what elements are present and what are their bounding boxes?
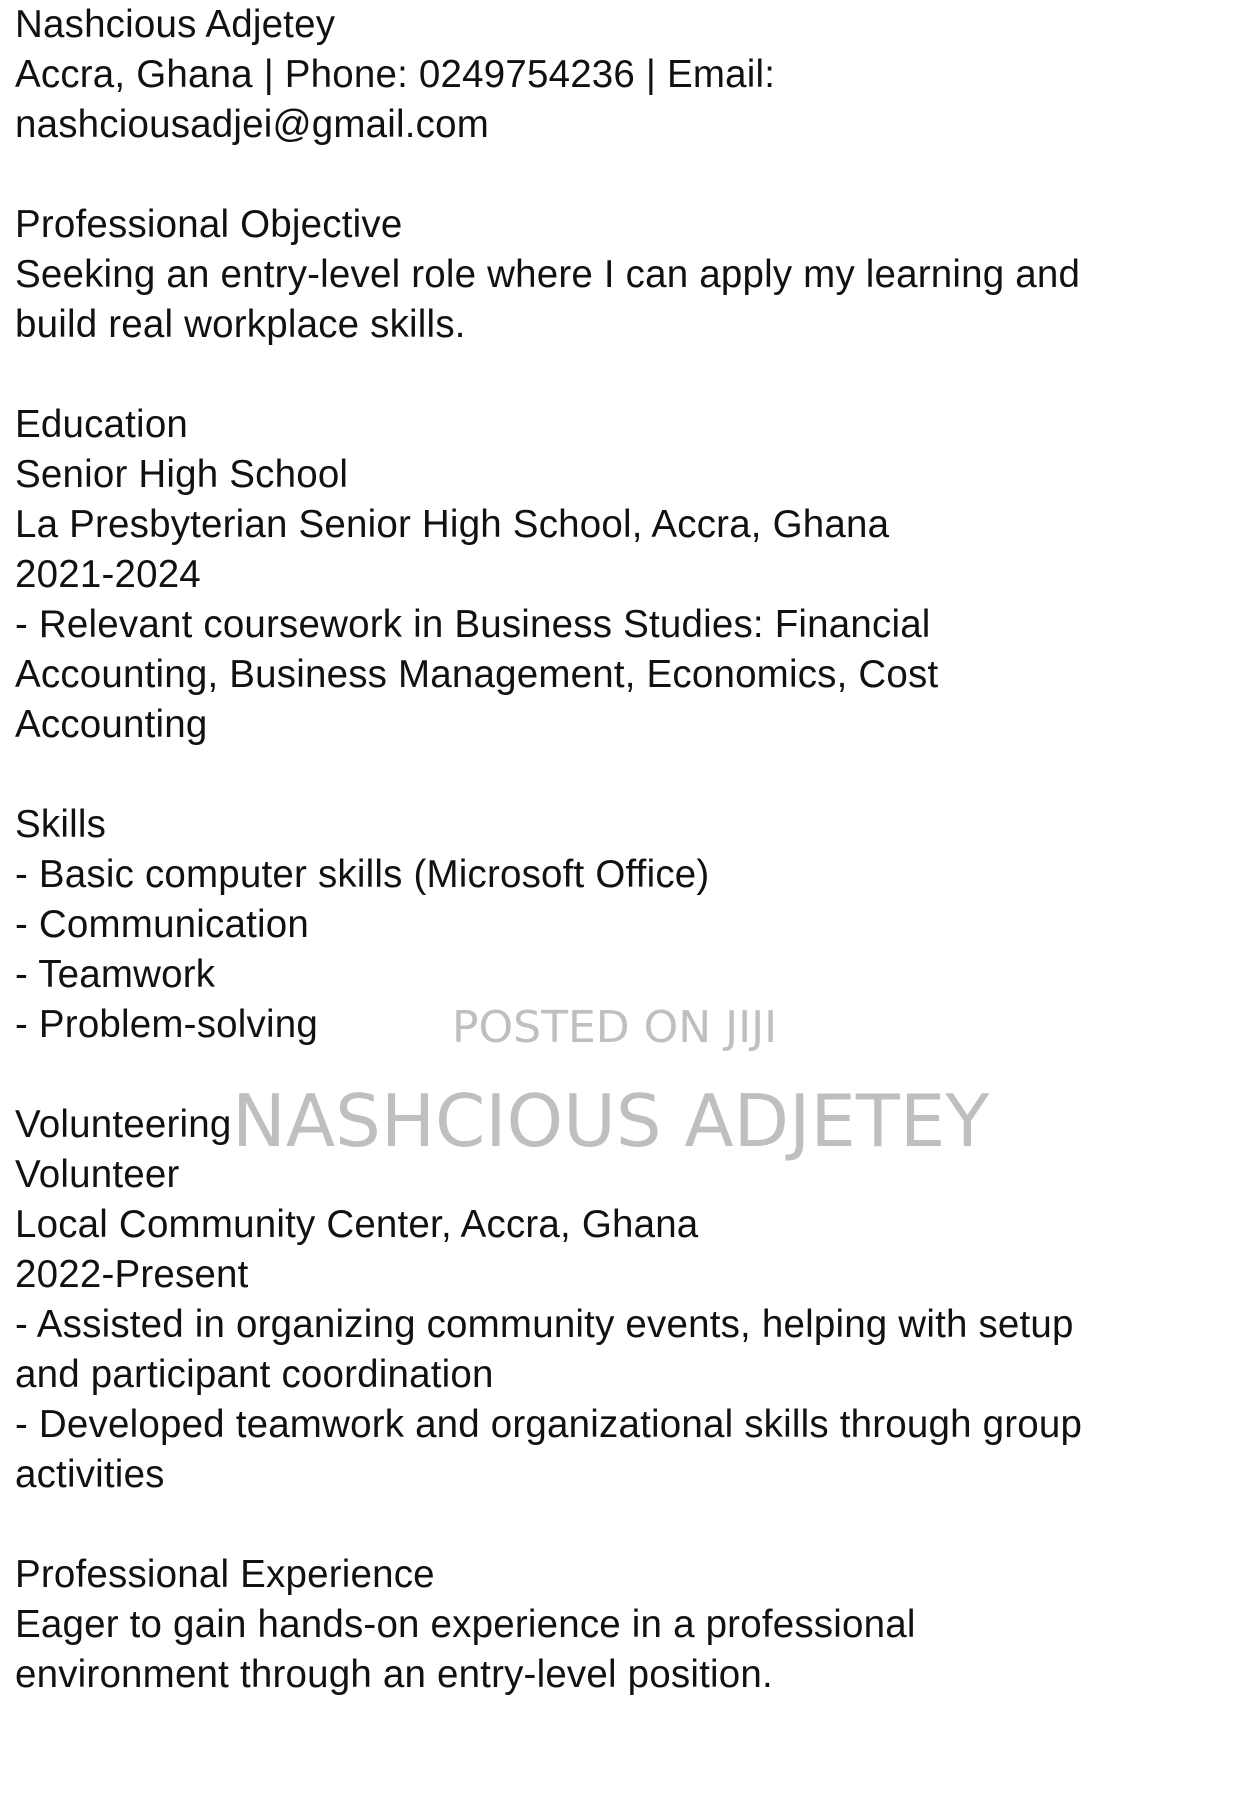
volunteer-bullet-line: and participant coordination xyxy=(15,1353,494,1396)
experience-line: environment through an entry-level position. xyxy=(15,1653,773,1696)
objective-line: build real workplace skills. xyxy=(15,303,466,346)
skills-heading: Skills xyxy=(15,803,107,846)
education-years: 2021-2024 xyxy=(15,553,201,596)
spacer xyxy=(15,150,1230,200)
skill-item: - Problem-solving xyxy=(15,1003,318,1046)
volunteering-heading: Volunteering xyxy=(15,1103,232,1146)
education-school: La Presbyterian Senior High School, Accra, Ghana xyxy=(15,503,890,546)
education-level: Senior High School xyxy=(15,453,349,496)
spacer xyxy=(15,1500,1230,1550)
spacer xyxy=(15,350,1230,400)
volunteer-bullet-line: - Assisted in organizing community events, helping with setup xyxy=(15,1303,1074,1346)
experience-heading: Professional Experience xyxy=(15,1553,435,1596)
watermark-name: NASHCIOUS ADJETEY xyxy=(232,1079,990,1163)
candidate-name: Nashcious Adjetey xyxy=(15,3,336,46)
watermark-posted-on: POSTED ON JIJI xyxy=(452,1002,778,1053)
volunteer-years: 2022-Present xyxy=(15,1253,249,1296)
skill-item: - Teamwork xyxy=(15,953,216,996)
coursework-line: Accounting, Business Management, Economics, Cost xyxy=(15,653,939,696)
skill-item: - Basic computer skills (Microsoft Office) xyxy=(15,853,710,896)
objective-heading: Professional Objective xyxy=(15,203,403,246)
volunteer-bullet-line: activities xyxy=(15,1453,165,1496)
spacer xyxy=(15,750,1230,800)
coursework-line: Accounting xyxy=(15,703,208,746)
contact-line: Accra, Ghana | Phone: 0249754236 | Email: xyxy=(15,53,776,96)
resume-document xyxy=(15,0,1230,1700)
volunteer-role: Volunteer xyxy=(15,1153,180,1196)
email-text: nashciousadjei@gmail.com xyxy=(15,103,490,146)
objective-line: Seeking an entry-level role where I can apply my learning and xyxy=(15,253,1081,296)
spacer xyxy=(15,1050,1230,1100)
experience-line: Eager to gain hands-on experience in a professional xyxy=(15,1603,916,1646)
education-heading: Education xyxy=(15,403,189,446)
volunteer-bullet-line: - Developed teamwork and organizational skills through group xyxy=(15,1403,1083,1446)
coursework-line: - Relevant coursework in Business Studies: Financial xyxy=(15,603,931,646)
skill-item: - Communication xyxy=(15,903,309,946)
volunteer-organization: Local Community Center, Accra, Ghana xyxy=(15,1203,699,1246)
